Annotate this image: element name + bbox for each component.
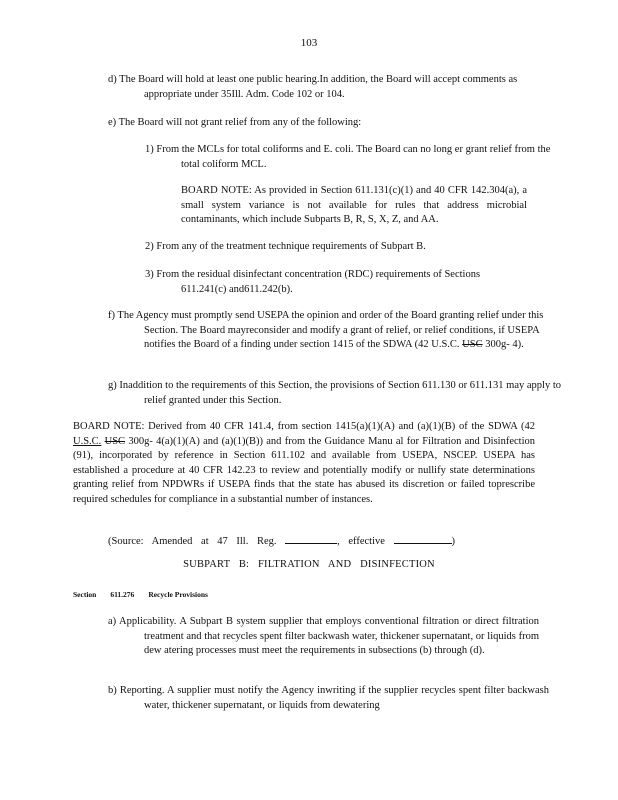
board-note-struck-usc: USC <box>104 435 126 447</box>
item-f-text-2: 300g- 4). <box>482 339 524 350</box>
section-label: Section <box>73 590 97 599</box>
item-e: e) The Board will not grant relief from any of the following: <box>108 117 362 128</box>
blank-line <box>394 533 452 544</box>
blank-line <box>285 533 337 544</box>
board-note-underlined-usc: U.S.C. <box>73 435 102 447</box>
item-f-text-1: f) The Agency must promptly send USEPA the opinion and order of the Board granting relief under this Section. The Board mayreconsider and modify a grant of relief, or relief conditions, if USEPA notifies the Board of a finding under section 1415 of the SDWA (42 U.S.C. <box>108 310 544 350</box>
board-note-text-2: 300g- 4(a)(1)(A) and (a)(1)(B)) and from the Guidance Manu al for Filtration and Disinfection (91), incorporated by reference in Section 611.102 and available from USEPA, NSCEP. USEPA has established a procedure at 40 CFR 142.23 to review and potentially modify or nullify state determinations granting relief from NPDWRs if USEPA finds that the state has abused its discretion or failed toprescribe required schedules for compliance in a substantial number of instances. <box>73 435 535 505</box>
item-e1: 1) From the MCLs for total coliforms and E. coli. The Board can no long er grant relief from the total coliform MCL. <box>145 144 551 170</box>
item-e2: 2) From any of the treatment technique requirements of Subpart B. <box>145 241 426 252</box>
subpart-heading: SUBPART B: FILTRATION AND DISINFECTION <box>183 559 435 570</box>
section-item-b: b) Reporting. A supplier must notify the Agency inwriting if the supplier recycles spent filter backwash water, thickener supernatant, or liquids from dewatering <box>108 685 549 711</box>
source-middle: , effective <box>337 536 385 547</box>
source-suffix: ) <box>451 536 456 547</box>
item-d: d) The Board will hold at least one public hearing.In addition, the Board will accept comments as appropriate under 35Ill. Adm. Code 102 or 104. <box>108 74 518 100</box>
section-number: 611.276 <box>110 590 135 599</box>
item-f-struck-usc: USC <box>462 339 483 350</box>
item-f <box>108 309 564 353</box>
item-e3: 3) From the residual disinfectant concentration (RDC) requirements of Sections 611.241(c) and611.242(b). <box>145 269 481 295</box>
section-item-a: a) Applicability. A Subpart B system supplier that employs conventional filtration or direct filtration treatment and that recycles spent filter backwash water, thickener supernatant, or liquids from dew atering processes must meet the requirements in subsections (b) through (d). <box>108 616 539 656</box>
item-e1-board-note: BOARD NOTE: As provided in Section 611.131(c)(1) and 40 CFR 142.304(a), a small system variance is not available for rules that address microbial contaminants, which include Subparts B, R, S, X, Z, and AA. <box>181 185 527 225</box>
source-prefix: (Source: Amended at 47 Ill. Reg. <box>108 536 277 547</box>
page-number: 103 <box>300 37 318 49</box>
source-line <box>108 533 528 550</box>
board-note-text-1: BOARD NOTE: Derived from 40 CFR 141.4, from section 1415(a)(1)(A) and (a)(1)(B) of the SDWA (42 <box>73 421 535 432</box>
section-heading <box>73 590 222 599</box>
item-g: g) Inaddition to the requirements of this Section, the provisions of Section 611.130 or 611.131 may apply to relief granted under this Section. <box>108 380 561 406</box>
board-note <box>73 420 535 507</box>
section-title: Recycle Provisions <box>148 590 208 599</box>
